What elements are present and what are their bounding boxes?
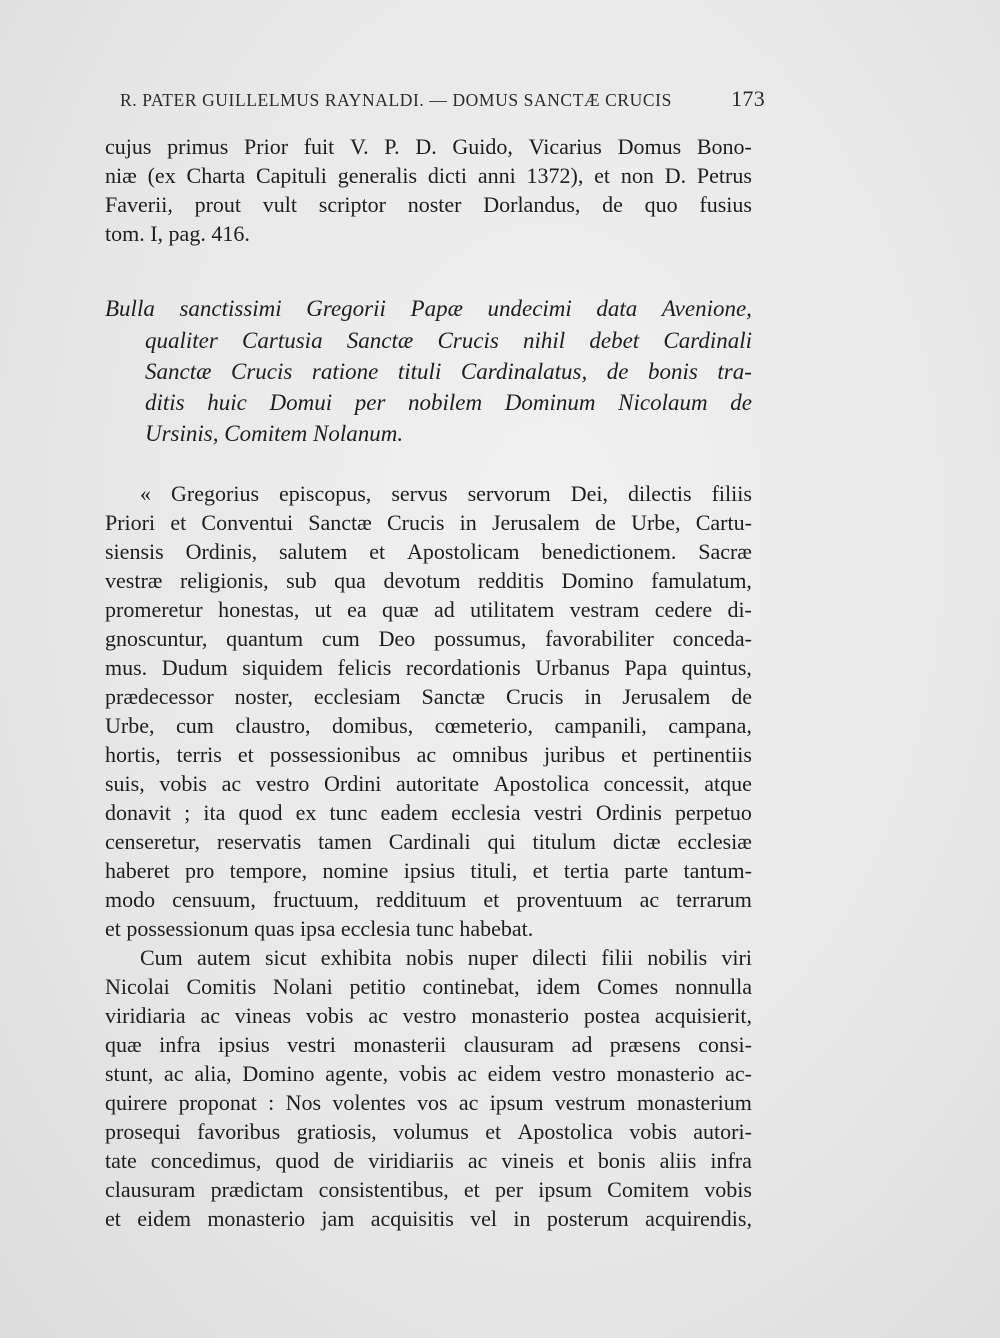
- page-number: 173: [731, 86, 765, 111]
- text-line: vestræ religionis, sub qua devotum redditis Domino famulatum,: [105, 568, 752, 593]
- text-line: modo censuum, fructuum, reddituum et proventuum ac terrarum: [105, 887, 752, 912]
- running-title: R. PATER GUILLELMUS RAYNALDI. — DOMUS SANCTÆ CRUCIS: [120, 90, 672, 110]
- heading-line: Ursinis, Comitem Nolanum.: [145, 421, 404, 446]
- text-line: niæ (ex Charta Capituli generalis dicti anni 1372), et non D. Petrus: [105, 163, 752, 188]
- text-line: viridiaria ac vineas vobis ac vestro monasterio postea acquisierit,: [105, 1003, 752, 1028]
- text-line: Urbe, cum claustro, domibus, cœmeterio, campanili, campana,: [105, 713, 752, 738]
- text-line: stunt, ac alia, Domino agente, vobis ac eidem vestro monasterio ac-: [105, 1061, 752, 1086]
- heading-line: Bulla sanctissimi Gregorii Papæ undecimi data Avenione,: [105, 296, 752, 321]
- text-line: suis, vobis ac vestro Ordini autoritate Apostolica concessit, atque: [105, 771, 752, 796]
- text-line: donavit ; ita quod ex tunc eadem ecclesia vestri Ordinis perpetuo: [105, 800, 752, 825]
- text-line: tom. I, pag. 416.: [105, 221, 250, 246]
- text-line: cujus primus Prior fuit V. P. D. Guido, Vicarius Domus Bono-: [105, 134, 752, 159]
- text-line: hortis, terris et possessionibus ac omnibus juribus et pertinentiis: [105, 742, 752, 767]
- text-line: Priori et Conventui Sanctæ Crucis in Jerusalem de Urbe, Cartu-: [105, 510, 752, 535]
- text-line: gnoscuntur, quantum cum Deo possumus, favorabiliter conceda-: [105, 626, 752, 651]
- text-line: Faverii, prout vult scriptor noster Dorlandus, de quo fusius: [105, 192, 752, 217]
- text-line: haberet pro tempore, nomine ipsius tituli, et tertia parte tantum-: [105, 858, 752, 883]
- text-line: clausuram prædictam consistentibus, et per ipsum Comitem vobis: [105, 1177, 752, 1202]
- text-line: siensis Ordinis, salutem et Apostolicam benedictionem. Sacræ: [105, 539, 752, 564]
- heading-line: Sanctæ Crucis ratione tituli Cardinalatus, de bonis tra-: [145, 359, 752, 384]
- text-line: Nicolai Comitis Nolani petitio continebat, idem Comes nonnulla: [105, 974, 752, 999]
- text-line: mus. Dudum siquidem felicis recordationis Urbanus Papa quintus,: [105, 655, 752, 680]
- text-line: prosequi favoribus gratiosis, volumus et Apostolica vobis autori-: [105, 1119, 752, 1144]
- text-line: tate concedimus, quod de viridiariis ac vineis et bonis aliis infra: [105, 1148, 752, 1173]
- heading-line: ditis huic Domui per nobilem Dominum Nicolaum de: [145, 390, 752, 415]
- text-line: et eidem monasterio jam acquisitis vel in posterum acquirendis,: [105, 1206, 752, 1231]
- text-line: et possessionum quas ipsa ecclesia tunc habebat.: [105, 916, 534, 941]
- text-line: quæ infra ipsius vestri monasterii clausuram ad præsens consi-: [105, 1032, 752, 1057]
- text-line: « Gregorius episcopus, servus servorum Dei, dilectis filiis: [140, 481, 752, 506]
- text-line: censeretur, reservatis tamen Cardinali qui titulum dictæ ecclesiæ: [105, 829, 752, 854]
- text-line: quirere proponat : Nos volentes vos ac ipsum vestrum monasterium: [105, 1090, 752, 1115]
- text-line: promeretur honestas, ut ea quæ ad utilitatem vestram cedere di-: [105, 597, 752, 622]
- text-line: Cum autem sicut exhibita nobis nuper dilecti filii nobilis viri: [140, 945, 752, 970]
- text-line: prædecessor noster, ecclesiam Sanctæ Crucis in Jerusalem de: [105, 684, 752, 709]
- heading-line: qualiter Cartusia Sanctæ Crucis nihil debet Cardinali: [145, 328, 752, 353]
